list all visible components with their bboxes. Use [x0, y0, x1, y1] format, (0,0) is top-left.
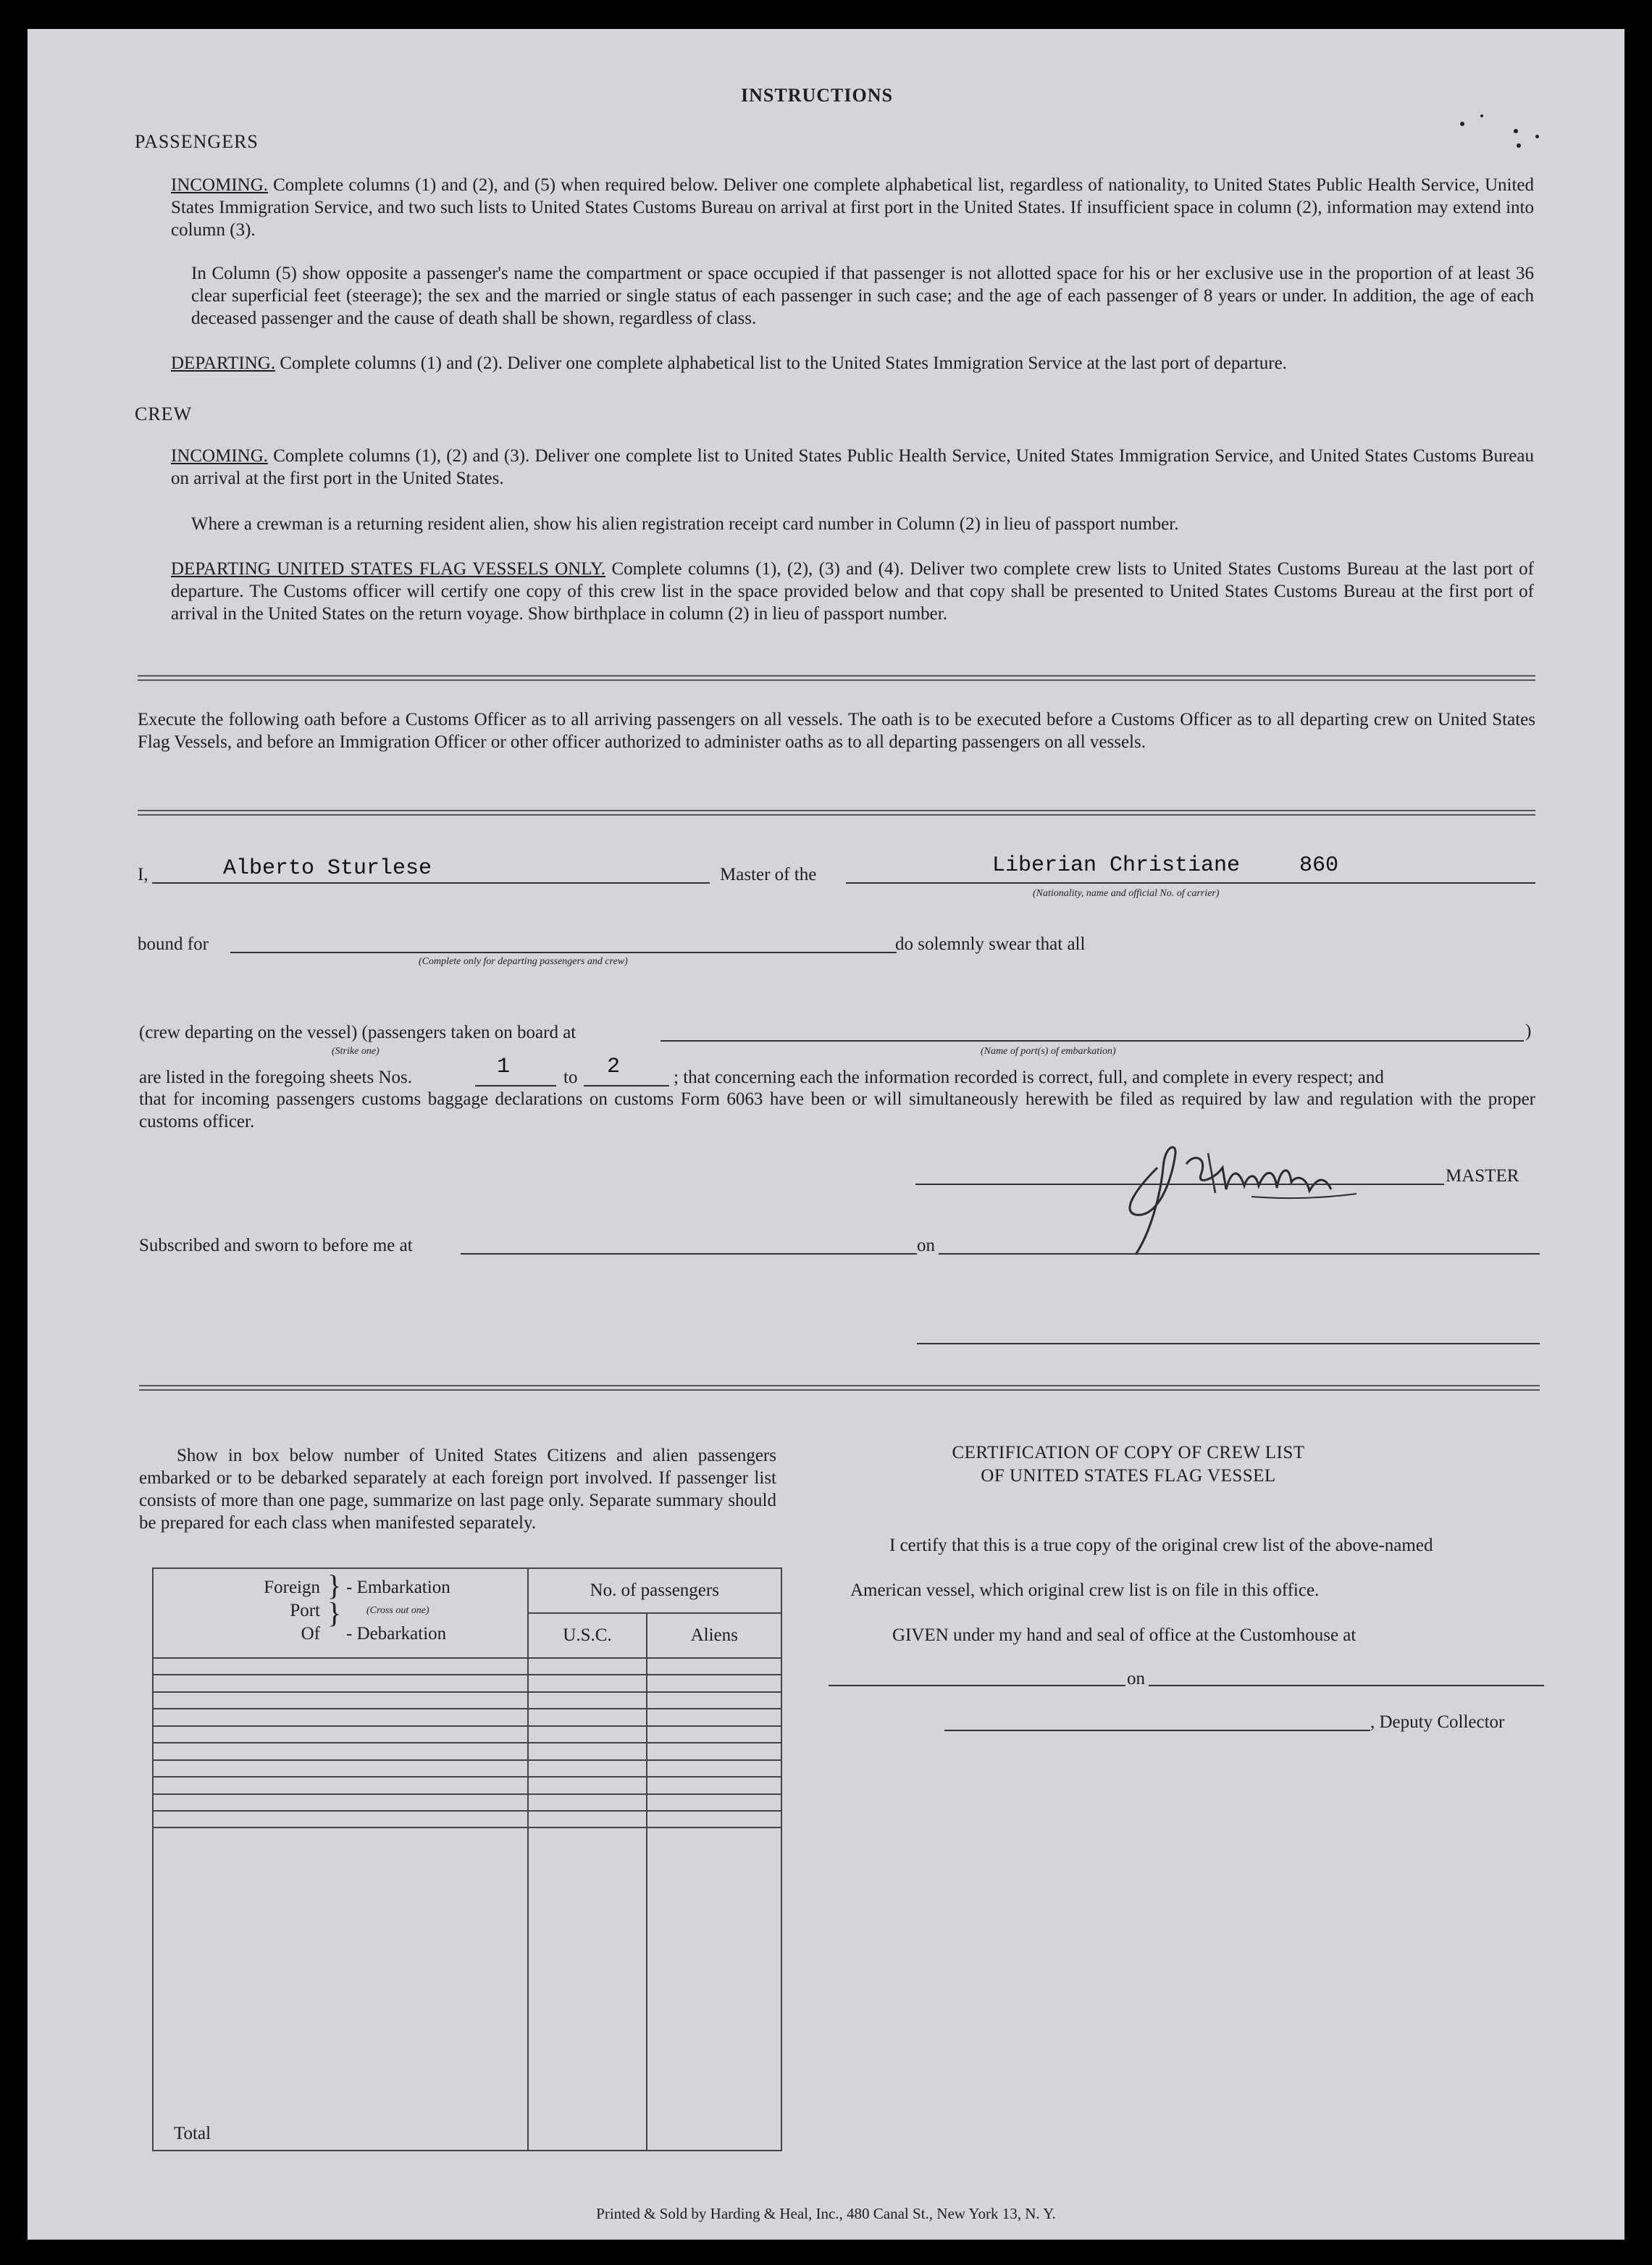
speck — [1514, 129, 1518, 133]
brace: } } — [327, 1569, 342, 1629]
certify-text: I certify that this is a true copy of the original crew list of the above-named — [889, 1536, 1433, 1555]
bound-for-line — [230, 952, 897, 953]
speck — [1480, 114, 1483, 117]
table-row — [153, 1675, 781, 1691]
table-row — [153, 1794, 781, 1811]
master-signature-image — [1107, 1124, 1389, 1262]
crew-departing-text: Complete columns (1), (2), (3) and (4). Deliver two complete crew lists to United States Customs Bureau at the last port of departure. The Customs officer will certify one copy of this crew list in the space provided below and that copy shall be presented to United States Customs Bureau at the first port of arrival in the United States on the return voyage. Show birthplace in column (2) in lieu of passport number. — [171, 559, 1534, 624]
aliens-header: Aliens — [647, 1613, 781, 1658]
table-row — [153, 1743, 781, 1759]
crew-departing-label: (crew departing on the vessel) (passengers taken on board at — [139, 1023, 576, 1042]
debarkation-label: - Debarkation — [346, 1624, 447, 1644]
bound-for-label: bound for — [138, 934, 209, 954]
given-text: GIVEN under my hand and seal of office at the Customhouse at — [892, 1625, 1357, 1645]
american-vessel-text: American vessel, which original crew list is on file in this office. — [850, 1581, 1320, 1600]
passengers-departing-paragraph — [171, 352, 1534, 374]
table-row — [153, 1692, 781, 1709]
listed-label: are listed in the foregoing sheets Nos. — [139, 1068, 412, 1087]
foreign-port-header — [153, 1568, 528, 1658]
certification-on-label: on — [1127, 1669, 1145, 1688]
passengers-departing-label: DEPARTING. — [171, 353, 276, 373]
crew-departing-paragraph — [171, 558, 1534, 625]
table-total-row — [153, 1828, 781, 2151]
deputy-collector-label: , Deputy Collector — [1370, 1712, 1505, 1732]
port-of-embarkation-line — [661, 1040, 1524, 1042]
section-divider — [138, 810, 1535, 816]
sheet-from-line — [475, 1085, 556, 1087]
listed-rest: ; that concerning each the information recorded is correct, full, and complete in every respect; and — [674, 1068, 1384, 1087]
crew-incoming-label: INCOMING. — [171, 446, 269, 466]
certification-title-line1: CERTIFICATION OF COPY OF CREW LIST — [952, 1443, 1305, 1462]
baggage-text: that for incoming passengers customs baggage declarations on customs Form 6063 have been or will simultaneously herewith be filed as required by law and regulation with the proper customs officer. — [139, 1089, 1535, 1131]
subscribed-place-line — [461, 1253, 917, 1255]
total-label: Total — [153, 1828, 528, 2151]
table-row — [153, 1811, 781, 1828]
vessel-value: Liberian Christiane — [992, 853, 1241, 878]
certification-title-line2: OF UNITED STATES FLAG VESSEL — [981, 1466, 1276, 1486]
oath-intro-text: Execute the following oath before a Customs Officer as to all arriving passengers on all vessels. The oath is to be executed before a Customs Officer as to all departing crew on United States Flag Vessels, and before an Immigration Officer or other officer authorized to administer oaths as to all departing passengers on all vessels. — [138, 710, 1535, 752]
swear-label: do solemnly swear that all — [895, 934, 1086, 954]
subscribed-on-label: on — [917, 1236, 935, 1255]
passenger-summary-table — [152, 1567, 782, 2151]
certification-date-line — [1149, 1685, 1544, 1686]
master-name-line — [152, 882, 710, 884]
crew-crewman-text: Where a crewman is a returning resident alien, show his alien registration receipt card number in Column (2) in lieu of passport number. — [191, 514, 1179, 534]
bound-for-caption: (Complete only for departing passengers and crew) — [419, 956, 628, 967]
strike-one-caption: (Strike one) — [332, 1046, 380, 1057]
speck — [1460, 122, 1464, 126]
master-name-value: Alberto Sturlese — [223, 856, 432, 881]
master-label: MASTER — [1446, 1166, 1519, 1186]
table-row — [153, 1777, 781, 1793]
crew-heading: CREW — [135, 403, 193, 424]
printer-footer: Printed & Sold by Harding & Heal, Inc., 480 Canal St., New York 13, N. Y. — [596, 2205, 1056, 2222]
close-paren: ) — [1525, 1021, 1532, 1041]
document-page — [28, 29, 1624, 2240]
customhouse-line — [829, 1685, 1125, 1686]
cross-out-label: (Cross out one) — [366, 1605, 429, 1616]
table-row — [153, 1760, 781, 1777]
passengers-heading: PASSENGERS — [135, 131, 259, 152]
passengers-column5-text: In Column (5) show opposite a passenger's name the compartment or space occupied if that passenger is not allotted space for his or her exclusive use in the proportion of at least 36 clear superficial feet (steerage); the sex and the married or single status of each passenger in such case; and the age of each passenger of 8 years or under. In addition, the age of each deceased passenger and the cause of death shall be shown, regardless of class. — [191, 264, 1534, 328]
vessel-number-value: 860 — [1299, 853, 1339, 878]
speck — [1535, 135, 1539, 138]
speck — [1517, 143, 1521, 148]
instructions-title: INSTRUCTIONS — [741, 85, 893, 106]
no-of-passengers-header: No. of passengers — [528, 1568, 782, 1613]
usc-header: U.S.C. — [528, 1613, 647, 1658]
section-divider — [139, 1385, 1540, 1391]
section-divider — [138, 675, 1535, 681]
crew-incoming-text: Complete columns (1), (2) and (3). Deliver one complete list to United States Public Health Service, United States Immigration Service, and United States Customs Bureau on arrival at the first port in the United States. — [171, 446, 1534, 488]
deputy-collector-line — [944, 1730, 1370, 1731]
port-caption: (Name of port(s) of embarkation) — [981, 1046, 1116, 1057]
foreign-label: Foreign — [264, 1578, 320, 1597]
master-of-label: Master of the — [720, 865, 817, 884]
summary-instructions: Show in box below number of United States Citizens and alien passengers embarked or to be debarked separately at each foreign port involved. If passenger list consists of more than one page, summarize on last page only. Separate summary should be prepared for each class when manifested separately. — [139, 1446, 776, 1533]
vessel-line — [846, 882, 1535, 884]
passengers-departing-text: Complete columns (1) and (2). Deliver one complete alphabetical list to the United States Immigration Service at the last port of departure. — [275, 353, 1287, 373]
passengers-incoming-text: Complete columns (1) and (2), and (5) when required below. Deliver one complete alphabetical list, regardless of nationality, to United States Public Health Service, United States Immigration Service, and two such lists to United States Customs Bureau on arrival at first port in the United States. If insufficient space in column (2), information may extend into column (3). — [171, 175, 1534, 240]
officer-signature-line — [917, 1343, 1540, 1344]
of-label: Of — [301, 1624, 320, 1644]
passengers-incoming-label: INCOMING. — [171, 175, 269, 195]
sheet-to-line — [584, 1085, 669, 1087]
to-label: to — [563, 1068, 578, 1087]
table-row — [153, 1658, 781, 1675]
embarkation-label: - Embarkation — [346, 1578, 450, 1597]
table-header-row — [153, 1568, 781, 1613]
vessel-caption: (Nationality, name and official No. of carrier) — [1033, 888, 1220, 899]
sheet-from-value: 1 — [497, 1055, 511, 1079]
oath-i-label: I, — [138, 865, 148, 884]
crew-incoming-paragraph — [171, 445, 1534, 490]
sheet-to-value: 2 — [607, 1055, 621, 1079]
port-label: Port — [290, 1601, 320, 1620]
table-row — [153, 1726, 781, 1743]
master-signature-line — [915, 1184, 1444, 1185]
crew-departing-label: DEPARTING UNITED STATES FLAG VESSELS ONLY. — [171, 559, 606, 579]
table-row — [153, 1709, 781, 1725]
subscribed-date-line — [939, 1253, 1540, 1255]
subscribed-label: Subscribed and sworn to before me at — [139, 1236, 413, 1255]
passengers-incoming-paragraph — [171, 174, 1534, 241]
